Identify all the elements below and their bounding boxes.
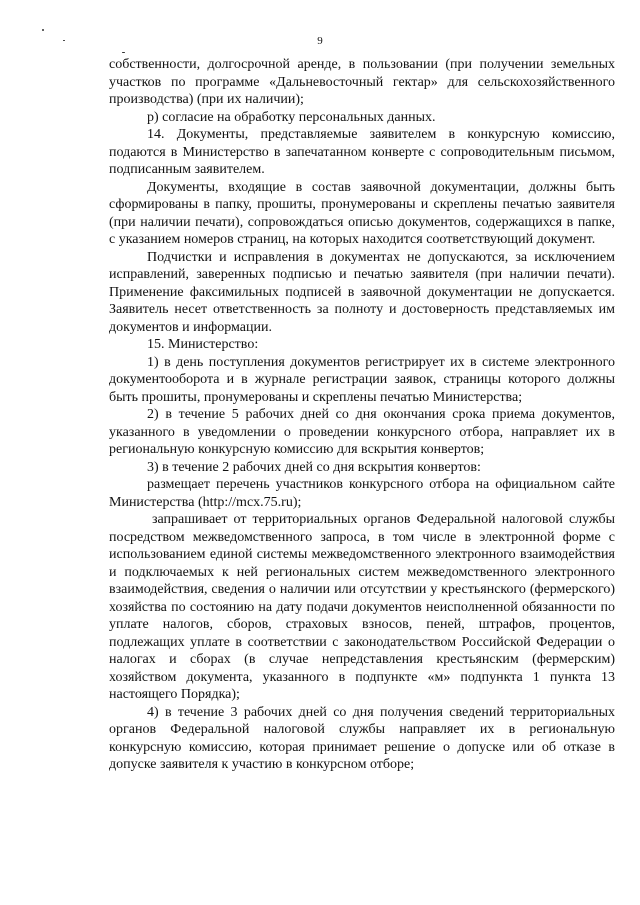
paragraph-clause-15: 15. Министерство: xyxy=(147,337,259,352)
page-number: 9 xyxy=(317,35,323,47)
paragraph-item-r-consent: р) согласие на обработку персональных данных. xyxy=(147,109,436,125)
paragraph-land-ownership: собственности, долгосрочной аренде, в пользовании (при получении земельных участков по программе «Дальневосточный гектар» для сельскохозяйственного производства) (при их наличии); xyxy=(109,57,615,107)
scan-speck-mark xyxy=(42,29,44,31)
paragraph-item-4: 4) в течение 3 рабочих дней со дня получения сведений территориальных органов Федеральной налоговой службы направляет их в региональную конкурсную комиссию, которая принимает решение о допуске или об отказе в допуске заявителя к участию в конкурсном отборе; xyxy=(109,704,615,772)
paragraph-publish-list: размещает перечень участников конкурсного отбора на официальном сайте Министерства (http://mcx.75.ru); xyxy=(109,477,615,510)
paragraph-item-3: 3) в течение 2 рабочих дней со дня вскрытия конвертов: xyxy=(147,459,481,475)
paragraph-item-1: 1) в день поступления документов регистрирует их в системе электронного документооборота и в журнале регистрации заявок, страницы которого должны быть прошиты, пронумерованы и скреплены печатью Министерства; xyxy=(109,354,615,405)
scan-speck-mark xyxy=(122,52,125,53)
paragraph-tax-request: запрашивает от территориальных органов Федеральной налоговой службы посредством межведомственного запроса, в том числе в электронной форме с использованием единой системы межведомственного электронного взаимодействия и подключаемых к ней региональных систем межведомственного электронного взаимодействия, сведения о наличии или отсутствии у крестьянского (фермерского) хозяйства по состоянию на дату подачи документов неисполненной обязанности по уплате налогов, сборов, страховых взносов, пеней, штрафов, процентов, подлежащих уплате в соответствии с законодательством Российской Федерации о налогах и сборах (в случае непредставления крестьянским (фермерским) хозяйством документа, указанного в подпункте «м» подпункта 1 пункта 13 настоящего Порядка); xyxy=(109,512,615,702)
document-body xyxy=(109,56,615,774)
paragraph-documents-folder: Документы, входящие в состав заявочной документации, должны быть сформированы в папку, прошиты, пронумерованы и скреплены печатью заявителя (при наличии печати), сопровождаться описью документов, содержащихся в папке, с указанием номеров страниц, на которых находится соответствующий документ. xyxy=(109,179,615,247)
paragraph-item-2: 2) в течение 5 рабочих дней со дня окончания срока приема документов, указанного в уведомлении о проведении конкурсного отбора, направляет их в региональную конкурсную комиссию для вскрытия конвертов; xyxy=(109,407,615,457)
paragraph-corrections: Подчистки и исправления в документах не допускаются, за исключением исправлений, заверенных подписью и печатью заявителя (при наличии печати). Применение факсимильных подписей в заявочной документации не допускается. Заявитель несет ответственность за полноту и достоверность представляемых им документов и информации. xyxy=(109,249,615,335)
paragraph-clause-14: 14. Документы, представляемые заявителем в конкурсную комиссию, подаются в Министерство в запечатанном конверте с сопроводительным письмом, подписанным заявителем. xyxy=(109,127,615,177)
